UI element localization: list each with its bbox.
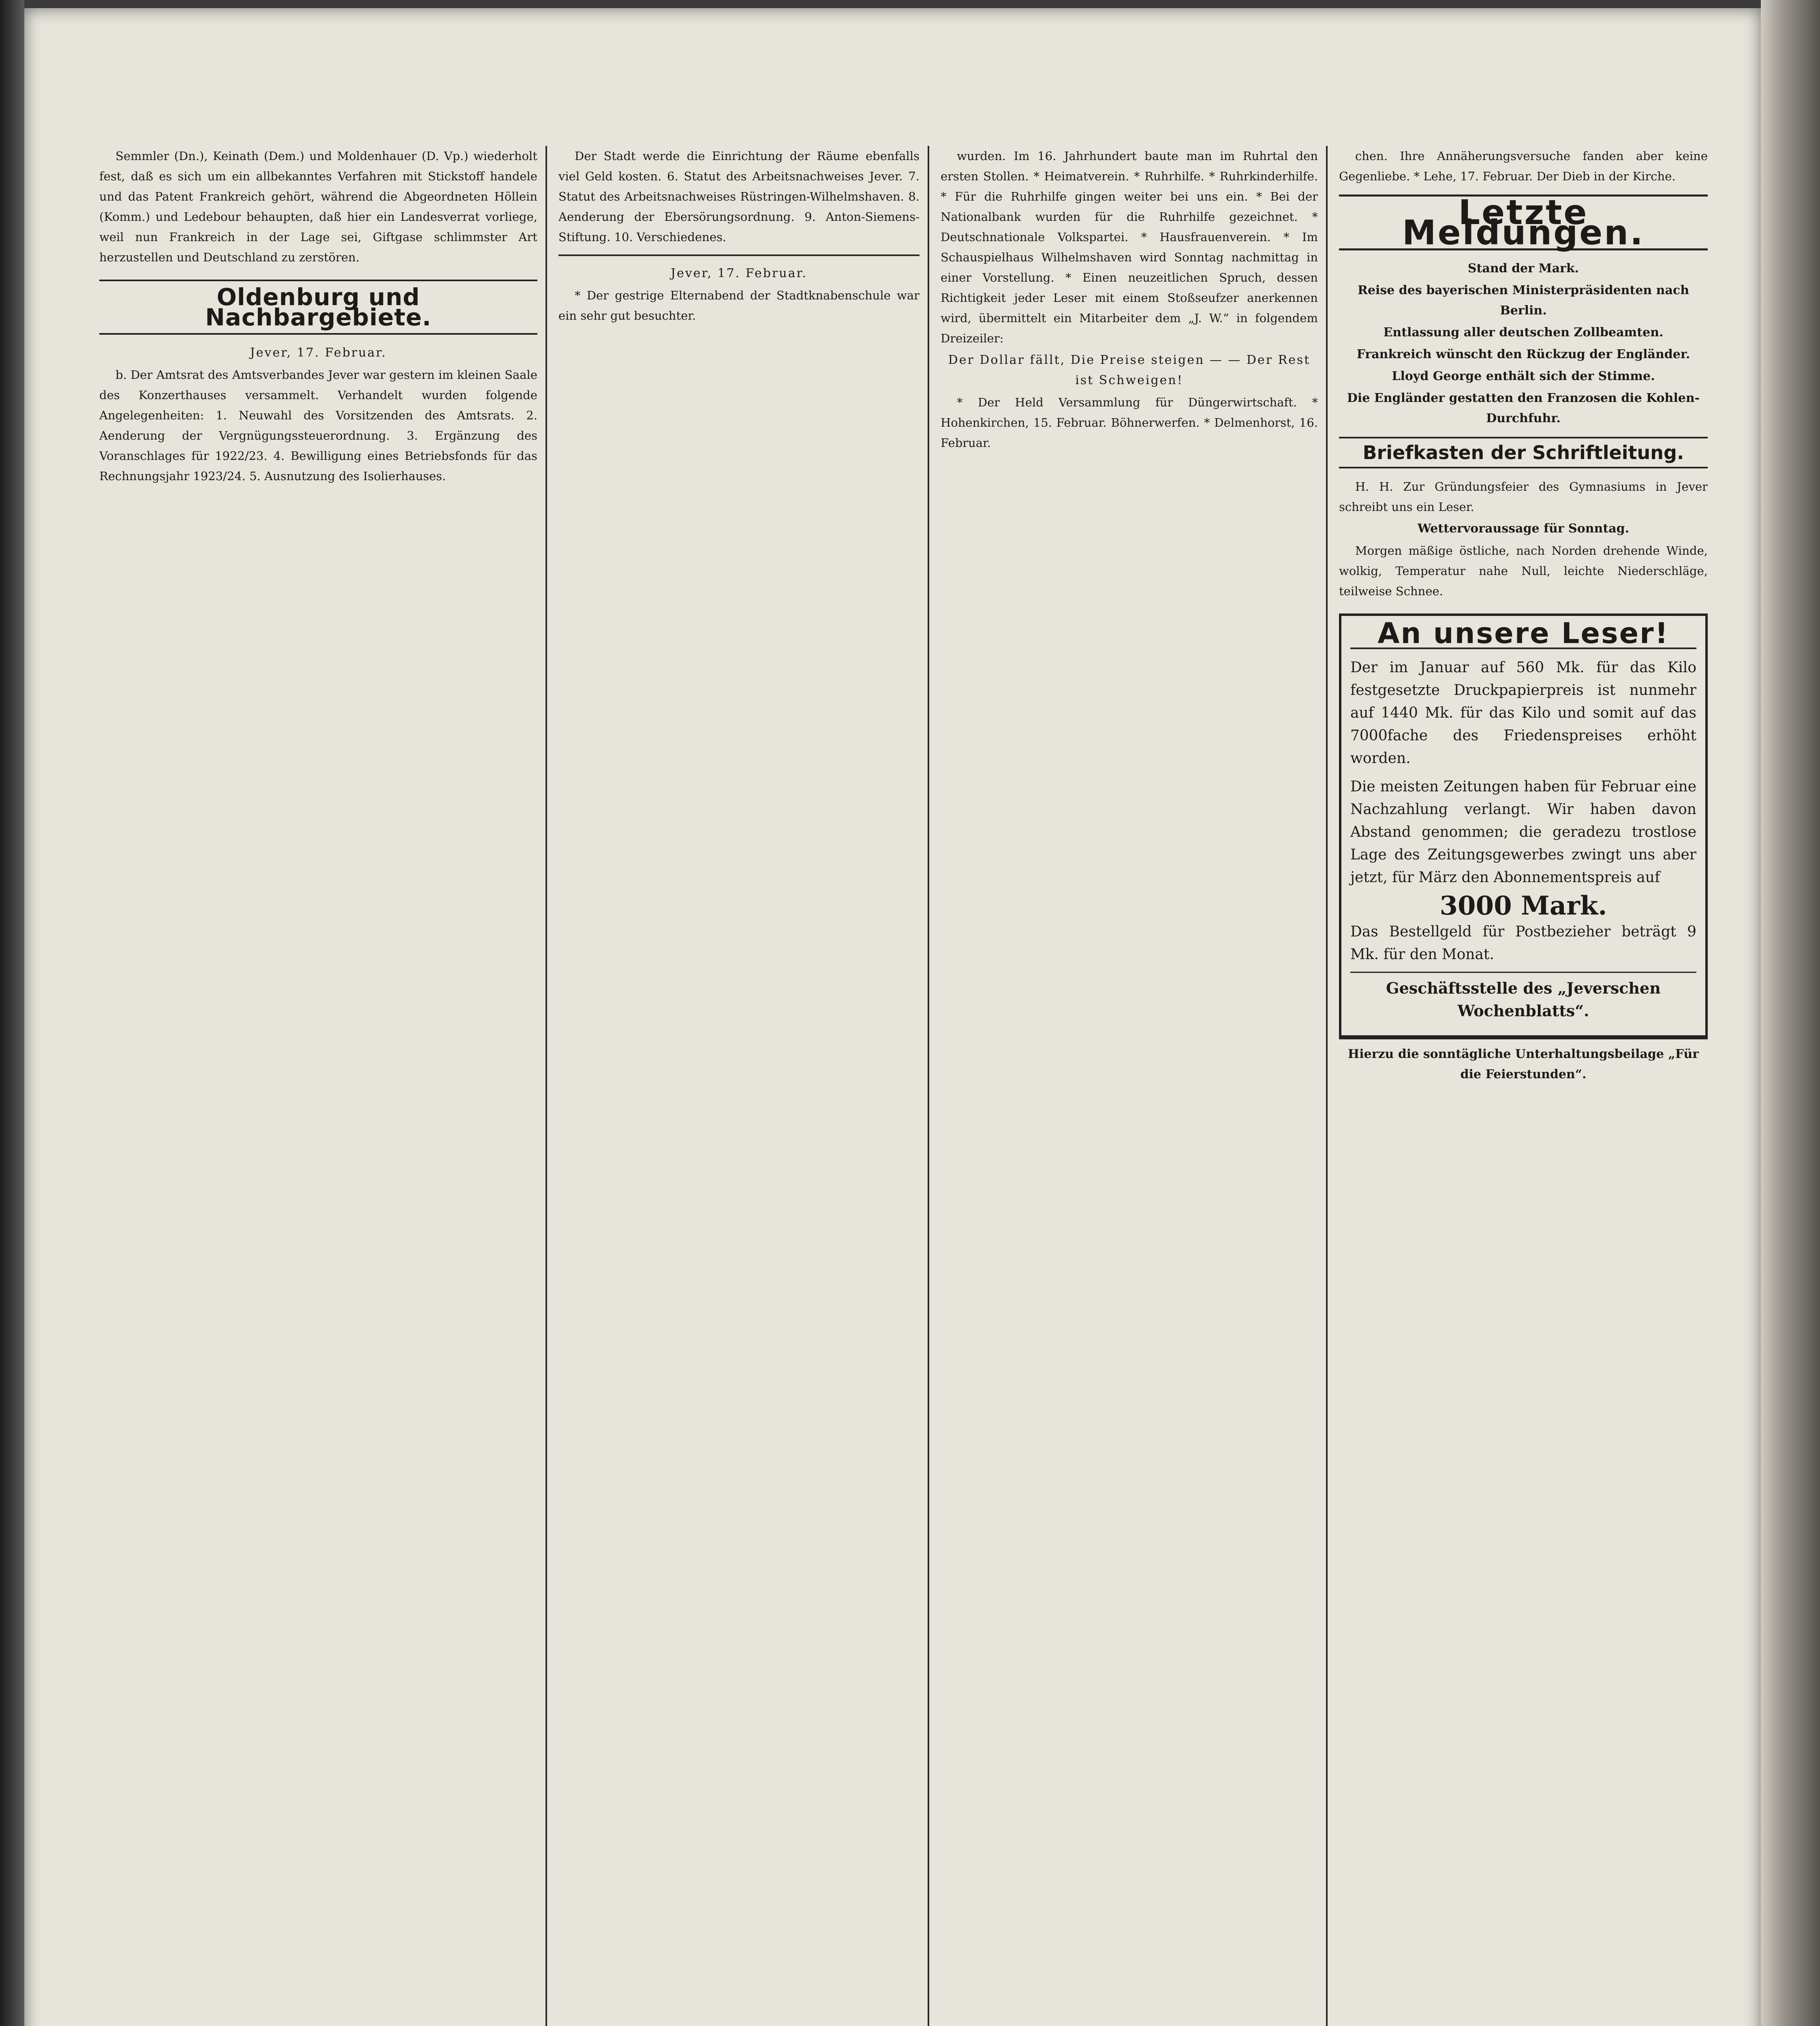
notice-title: An unsere Leser!	[1350, 623, 1696, 649]
subheading-stand-der-mark: Stand der Mark.	[1467, 261, 1579, 276]
column-1-body: b. Der Amtsrat des Amtsverbandes Jever war gestern im kleinen Saale des Konzerthauses versammelt. Verhandelt wurden folgende Angelegenheiten: 1. Neuwahl des Vorsitzenden des Amtsrats. 2. Aenderung der Vergnügungssteuerordnung. 3. Ergänzung des Voranschlages für 1922/23. 4. Bewilligung eines Betriebsfonds für das Rechnungsjahr 1923/24. 5. Ausnutzung des Isolierhauses.	[99, 368, 537, 483]
section-heading-briefkasten: Briefkasten der Schriftleitung.	[1339, 437, 1708, 468]
notice-an-unsere-leser	[1339, 613, 1708, 1038]
scan-right-edge	[1761, 0, 1820, 2026]
notice-paragraph-3: Das Bestellgeld für Postbezieher beträgt 9 Mk. für den Monat.	[1350, 923, 1696, 963]
article-separator	[558, 254, 920, 256]
notice-paragraph-2: Die meisten Zeitungen haben für Februar eine Nachzahlung verlangt. Wir haben davon Abstand genommen; die geradezu trostlose Lage des Zeitungsgewerbes zwingt uns aber jetzt, für März den Abonnementspreis auf	[1350, 778, 1696, 886]
section-heading-letzte-meldungen: Letzte Meldungen.	[1339, 194, 1708, 250]
weather-heading: Wettervoraussage für Sonntag.	[1417, 521, 1630, 536]
column-2-body-2: * Der gestrige Elternabend der Stadtknabenschule war ein sehr gut besuchter.	[558, 289, 920, 323]
subheading-lloyd-george: Lloyd George enthält sich der Stimme.	[1392, 369, 1655, 383]
subheading-frankreich: Frankreich wünscht den Rückzug der Engländer.	[1356, 347, 1690, 361]
verse-dollar: Der Dollar fällt, Die Preise steigen — — Der Rest ist Schweigen!	[948, 353, 1311, 387]
notice-price: 3000 Mark.	[1439, 891, 1607, 921]
column-4	[1339, 146, 1708, 2026]
dateline-jever-2: Jever, 17. Februar.	[670, 266, 808, 280]
column-2-body: Der Stadt werde die Einrichtung der Räume ebenfalls viel Geld kosten. 6. Statut des Arbeitsnachweises Jever. 7. Statut des Arbeitsnachweises Rüstringen-Wilhelmshaven. 8. Aenderung der Ebersörungsordnung. 9. Anton-Siemens-Stiftung. 10. Verschiedenes.	[558, 149, 920, 244]
weather-text: Morgen mäßige östliche, nach Norden drehende Winde, wolkig, Temperatur nahe Null, leichte Niederschläge, teilweise Schnee.	[1339, 544, 1708, 598]
column-1	[99, 146, 547, 2026]
section-heading-oldenburg: Oldenburg und Nachbargebiete.	[99, 280, 537, 335]
column-1-top-text: Semmler (Dn.), Keinath (Dem.) und Moldenhauer (D. Vp.) wiederholt fest, daß es sich um ein allbekanntes Verfahren mit Stickstoff handele und das Patent Frankreich gehört, während die Abgeordneten Höllein (Komm.) und Ledebour behaupten, daß hier ein Landesverrat vorliege, weil nun Frankreich in der Lage sei, Giftgase schlimmster Art herzustellen und Deutschland zu zerstören.	[99, 149, 537, 264]
briefkasten-text: H. H. Zur Gründungsfeier des Gymnasiums in Jever schreibt uns ein Leser.	[1339, 480, 1708, 514]
subheading-reise-ministerpraesident: Reise des bayerischen Ministerpräsidenten nach Berlin.	[1357, 283, 1690, 318]
column-4-top-text: chen. Ihre Annäherungsversuche fanden aber keine Gegenliebe. * Lehe, 17. Februar. Der Dieb in der Kirche.	[1339, 149, 1708, 183]
column-2	[558, 146, 929, 2026]
supplement-note: Hierzu die sonntägliche Unterhaltungsbeilage „Für die Feierstunden“.	[1339, 1038, 1708, 1085]
column-3	[941, 146, 1328, 2026]
dateline-jever: Jever, 17. Februar.	[250, 346, 387, 360]
notice-signature: Geschäftsstelle des „Jeverschen Wochenblatts“.	[1350, 972, 1696, 1022]
scan-left-edge	[0, 0, 24, 2026]
column-3-body-2: * Der Held Versammlung für Düngerwirtschaft. * Hohenkirchen, 15. Februar. Böhnerwerfen. * Delmenhorst, 16. Februar.	[941, 395, 1318, 450]
column-3-body: wurden. Im 16. Jahrhundert baute man im Ruhrtal den ersten Stollen. * Heimatverein. * Ruhrhilfe. * Ruhrkinderhilfe. * Für die Ruhrhilfe gingen weiter bei uns ein. * Bei der Nationalbank wurden für die Ruhrhilfe gezeichnet. * Deutschnationale Volkspartei. * Hausfrauenverein. * Im Schauspielhaus Wilhelmshaven wird Sonntag nachmittag in einer Vorstellung. * Einen neuzeitlichen Spruch, dessen Richtigkeit jeder Leser mit einem Stoßseufzer anerkennen wird, übermittelt ein Mitarbeiter dem „J. W.“ in folgendem Dreizeiler:	[941, 149, 1318, 345]
subheading-kohlen-durchfuhr: Die Engländer gestatten den Franzosen die Kohlen-Durchfuhr.	[1347, 391, 1700, 425]
subheading-zollbeamten: Entlassung aller deutschen Zollbeamten.	[1383, 325, 1664, 340]
notice-paragraph-1: Der im Januar auf 560 Mk. für das Kilo festgesetzte Druckpapierpreis ist nunmehr auf 1440 Mk. für das Kilo und somit auf das 7000fache des Friedenspreises erhöht worden.	[1350, 659, 1696, 767]
newspaper-page	[24, 8, 1761, 2026]
